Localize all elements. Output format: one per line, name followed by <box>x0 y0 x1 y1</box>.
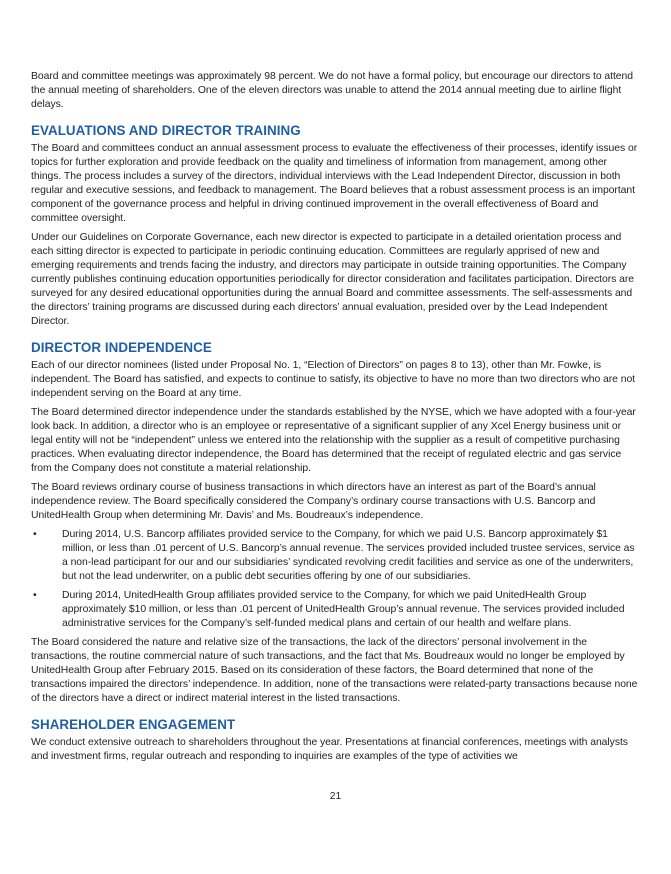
bullet-icon: • <box>33 590 37 601</box>
evaluations-paragraph-2: Under our Guidelines on Corporate Governance, each new director is expected to participate in a detailed orientation process and each sitting director is expected to participate in periodic continuing education. Committees are regularly apprised of new and emerging requirements and trends facing the industry, and directors may participate in outside training opportunities. The Company currently publishes continuing education opportunities periodically for director consideration and facilitates participation. Directors are surveyed for any desired educational opportunities during the annual Board and committee assessments. The self-assessments and the directors’ training programs are discussed during each directors’ annual evaluation, presided over by the Lead Independent Director. <box>31 232 634 327</box>
engagement-heading: SHAREHOLDER ENGAGEMENT <box>31 717 236 732</box>
list-item <box>31 528 639 584</box>
independence-paragraph-4: The Board considered the nature and relative size of the transactions, the lack of the directors’ personal involvement in the transactions, the routine commercial nature of such transactions, and the fact that Ms. Boudreaux would no longer be employed by UnitedHealth Group after February 2015. Based on its consideration of these factors, the Board determined that none of the transactions impaired the directors’ independence. In addition, none of the transactions were related-party transactions because none of the directors have a direct or indirect material interest in the listed transactions. <box>31 637 638 704</box>
evaluations-heading: EVALUATIONS AND DIRECTOR TRAINING <box>31 123 301 138</box>
independence-paragraph-1: Each of our director nominees (listed under Proposal No. 1, “Election of Directors” on pages 8 to 13), other than Mr. Fowke, is independent. The Board has satisfied, and expects to continue to satisfy, its objective to have no more than two directors who are not independent serving on the Board at any time. <box>31 360 636 399</box>
evaluations-paragraph-1: The Board and committees conduct an annual assessment process to evaluate the effectiveness of their processes, identify issues or topics for further exploration and provide feedback on the quality and timeliness of information from management, among other things. The process includes a survey of the directors, individual interviews with the Lead Independent Director, discussion in both regular and executive sessions, and feedback to management. The Board believes that a robust assessment process is an important component of the governance process and helpful in driving continued improvement in the overall effectiveness of Board and committee oversight. <box>31 143 638 224</box>
intro-paragraph: Board and committee meetings was approximately 98 percent. We do not have a formal policy, but encourage our directors to attend the annual meeting of shareholders. One of the eleven directors was unable to attend the 2014 annual meeting due to airline flight delays. <box>31 71 633 110</box>
page-number: 21 <box>329 791 342 802</box>
transactions-list <box>31 528 639 631</box>
list-item-text: During 2014, UnitedHealth Group affiliates provided service to the Company, for which we paid UnitedHealth Group approximately $10 million, or less than .01 percent of UnitedHealth Group’s annual revenue. The services provided included administrative services for the Company’s self-funded medical plans and certain of our health and welfare plans. <box>62 590 625 629</box>
bullet-icon: • <box>33 529 37 540</box>
page-content <box>31 70 639 769</box>
engagement-paragraph-1: We conduct extensive outreach to shareholders throughout the year. Presentations at financial conferences, meetings with analysts and investment firms, regular outreach and responding to inquiries are examples of the type of activities we <box>31 737 628 762</box>
list-item-text: During 2014, U.S. Bancorp affiliates provided service to the Company, for which we paid U.S. Bancorp approximately $1 million, or less than .01 percent of U.S. Bancorp’s annual revenue. The services provided included trustee services, service as a non-lead participant for our and our subsidiaries’ syndicated revolving credit facilities and service as one of the underwriters, but not the lead underwriter, on a public debt securities offering by one of our subsidiaries. <box>62 529 635 582</box>
independence-paragraph-2: The Board determined director independence under the standards established by the NYSE, which we have adopted with a four-year look back. In addition, a director who is an employee or representative of a significant supplier of any Xcel Energy business unit or legal entity will not be “independent” unless we entered into the relationship with the supplier as a result of competitive purchasing practices. When evaluating director independence, the Board has determined that the receipt of regulated electric and gas service from the Company does not constitute a material relationship. <box>31 407 636 474</box>
independence-paragraph-3: The Board reviews ordinary course of business transactions in which directors have an interest as part of the Board’s annual independence review. The Board specifically considered the Company’s ordinary course transactions with U.S. Bancorp and UnitedHealth Group when determining Mr. Davis’ and Ms. Boudreaux’s independence. <box>31 482 596 521</box>
list-item <box>31 589 639 631</box>
independence-heading: DIRECTOR INDEPENDENCE <box>31 340 212 355</box>
